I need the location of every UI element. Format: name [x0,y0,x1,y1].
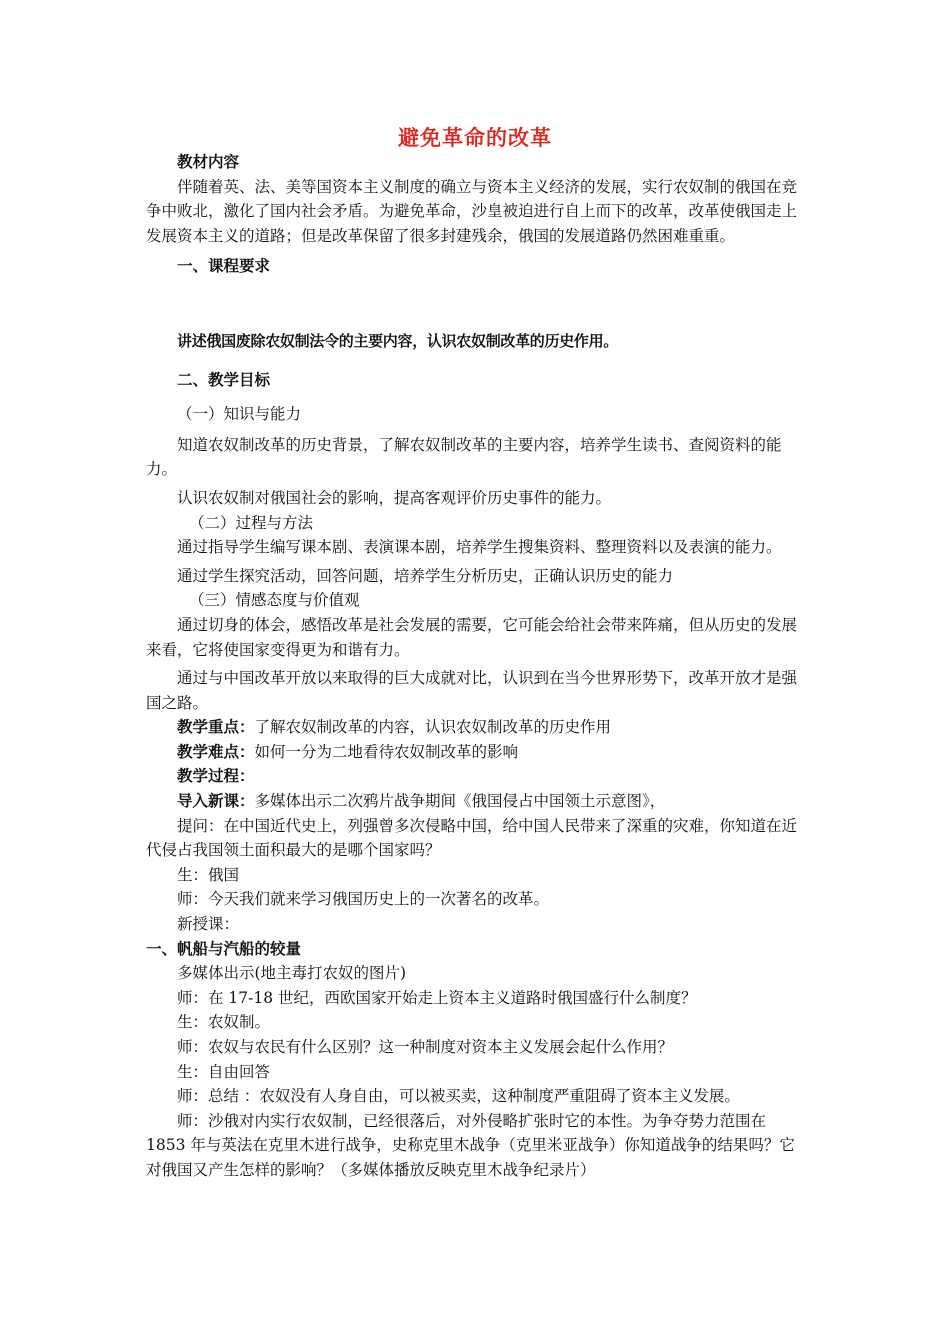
daoru-line [146,789,808,814]
paragraph-qinggan-2: 通过与中国改革开放以来取得的巨大成就对比，认识到在当今世界形势下，改革开放才是强国之路。 [146,669,798,712]
paragraph-shi-3: 师：农奴与农民有什么区别？这一种制度对资本主义发展会起什么作用？ [177,1038,674,1056]
paragraph-zongjie: 师：总结 ：农奴没有人身自由，可以被买卖，这种制度严重阻碍了资本主义发展。 [177,1087,740,1106]
subheading-guocheng: （二）过程与方法 [189,513,314,532]
subheading-qinggan: （三）情感态度与价值观 [189,591,360,610]
paragraph-sheng-3: 生：自由回答 [177,1062,271,1081]
paragraph-tiwen: 提问：在中国近代史上，列强曾多次侵略中国，给中国人民带来了深重的灾难，你知道在近代侵占我国领土面积最大的是哪个国家吗？ [146,816,798,860]
paragraph-shi-4: 师：沙俄对内实行农奴制，已经很落后，对外侵略扩张时它的本性。为争夺势力范围在 1853 年与英法在克里木进行战争，史称克里木战争（克里米亚战争）你知道战争的结果吗？它对俄国又产生怎样的影响？（多媒体播放反映克里木战争纪录片） [146,1111,795,1179]
paragraph-kecheng: 讲述俄国废除农奴制法令的主要内容，认识农奴制改革的历史作用。 [177,331,619,350]
zhongdian-label: 教学重点： [177,717,255,737]
nandian-line [146,740,808,765]
paragraph-zhishi-2: 认识农奴制对俄国社会的影响，提高客观评价历史事件的能力。 [177,488,612,507]
page-title: 避免革命的改革 [398,125,552,150]
heading-jiaocai: 教材内容 [177,152,240,171]
paragraph-dizhu: 多媒体出示(地主毒打农奴的图片) [177,964,407,983]
heading-kecheng: 一、课程要求 [177,256,271,276]
paragraph-qinggan-1: 通过切身的体会，感悟改革是社会发展的需要，它可能会给社会带来阵痛，但从历史的发展来看，它将使国家变得更为和谐有力。 [146,615,798,659]
document-body [146,150,808,1183]
nandian-text: 如何一分为二地看待农奴制改革的影响 [254,742,519,761]
zhongdian-text: 了解农奴制改革的内容，认识农奴制改革的历史作用 [254,718,612,737]
paragraph-shi-2: 师：在 17-18 世纪，西欧国家开始走上资本主义道路时俄国盛行什么制度？ [177,988,697,1007]
paragraph-guocheng-2: 通过学生探究活动，回答问题，培养学生分析历史，正确认识历史的能力 [177,566,674,585]
paragraph-xinshouke: 新授课： [177,915,240,934]
heading-mubiao: 二、教学目标 [177,369,271,389]
paragraph-jiaocai: 伴随着英、法、美等国资本主义制度的确立与资本主义经济的发展，实行农奴制的俄国在竞争中败北，激化了国内社会矛盾。为避免革命，沙皇被迫进行自上而下的改革，改革使俄国走上发展资本主义的道路；但是改革保留了很多封建残余，俄国的发展道路仍然困难重重。 [146,177,798,245]
paragraph-sheng-2: 生：农奴制。 [177,1013,271,1032]
paragraph-shi-1: 师：今天我们就来学习俄国历史上的一次著名的改革。 [177,890,550,909]
guocheng-label: 教学过程： [177,766,255,786]
daoru-label: 导入新课： [177,791,255,811]
zhongdian-line [146,715,808,740]
nandian-label: 教学难点： [177,741,255,761]
heading-part1: 一、帆船与汽船的较量 [146,938,302,958]
paragraph-zhishi-1: 知道农奴制改革的历史背景，了解农奴制改革的主要内容，培养学生读书、查阅资料的能力。 [146,435,782,479]
paragraph-sheng-1: 生：俄国 [177,865,240,884]
paragraph-guocheng-1: 通过指导学生编写课本剧、表演课本剧，培养学生搜集资料、整理资料以及表演的能力。 [177,538,782,557]
daoru-text: 多媒体出示二次鸦片战争期间《俄国侵占中国领土示意图》， [254,792,666,811]
subheading-zhishi: （一）知识与能力 [177,405,302,424]
